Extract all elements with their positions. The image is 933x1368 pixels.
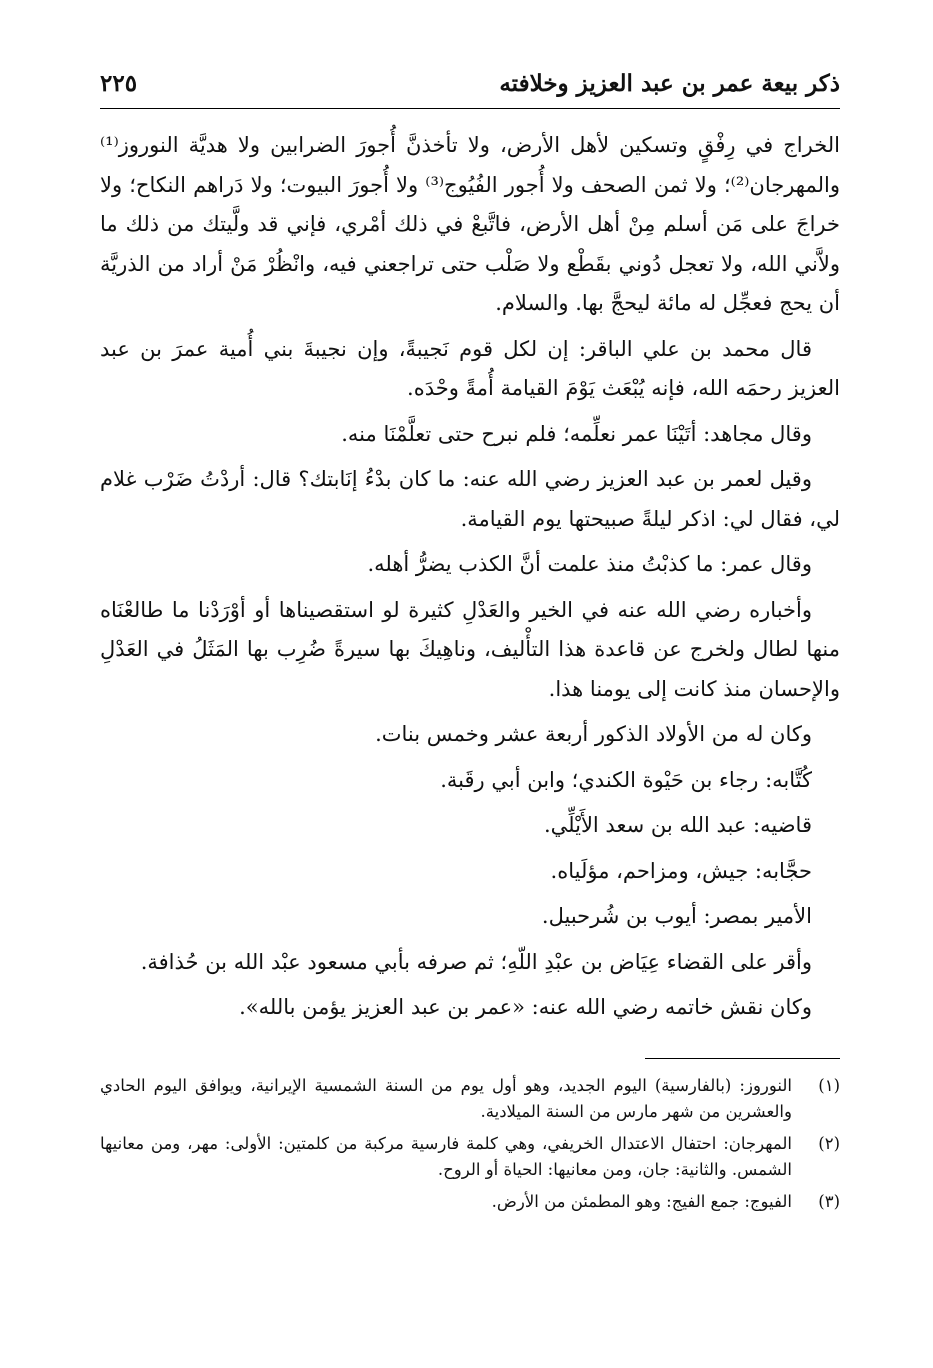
paragraph: وأخباره رضي الله عنه في الخير والعَدْلِ كثيرة لو استقصيناها أو أوْرَدْنا ما طالعْنَاه منها لطال ولخرج عن قاعدة هذا التأْليف، وناهِيكَ بها سيرةً ضُرِب بها المَثَلُ في العَدْلِ والإحسان منذ كانت إلى يومنا هذا.	[100, 597, 840, 701]
paragraph: الأمير بمصر: أيوب بن شُرحبيل.	[541, 904, 812, 928]
paragraph: قال محمد بن علي الباقر: إن لكل قوم نَجيبةً، وإن نجيبةَ بني أُمية عمرَ بن عبد العزيز رحمَه الله، فإنه يُبْعَث يَوْمَ القيامة أُمةً وحْدَه.	[100, 336, 840, 400]
paragraph: وقال عمر: ما كذبْتُ منذ علمت أنَّ الكذب يضرُّ أهله.	[367, 552, 812, 576]
paragraph: وكان له من الأولاد الذكور أربعة عشر وخمس بنات.	[375, 722, 812, 746]
paragraph: وقيل لعمر بن عبد العزيز رضي الله عنه: ما كان بدْءُ إنَابتك؟ قال: أردْتُ ضَرْب غلام لي، فقال لي: اذكر ليلةً صبيحتها يوم القيامة.	[100, 467, 840, 531]
chapter-title: ذكر بيعة عمر بن عبد العزيز وخلافته	[499, 70, 840, 97]
footnote-number: (٣)	[818, 1191, 840, 1211]
footnote-number: (١)	[818, 1075, 840, 1095]
footnote-text: النوروز: (بالفارسية) اليوم الجديد، وهو أول يوم من السنة الشمسية الإيرانية، ويوافق اليوم الحادي والعشرين من شهر مارس من السنة الميلادية.	[100, 1075, 792, 1121]
paragraph: حجَّابه: جيش، ومزاحم، مؤلَياه.	[550, 858, 812, 883]
paragraph: الخراج في رِفْقٍ وتسكين لأهل الأرض، ولا تأخذنَّ أُجورَ الضرابين ولا هديَّة النوروز⁽¹⁾ والمهرجان⁽²⁾؛ ولا ثمن الصحف ولا أُجور الفُيُوج⁽³⁾ ولا أُجورَ البيوت؛ ولا دَراهم النكاح؛ ولا خراجَ على مَن أسلم مِنْ أهل الأرض، فاتَّبعْ في ذلك أمْري، فإني قد ولَّيتك من ذلك ما ولاَّني الله، ولا تعجل دُوني بقَطْع ولا صَلْب حتى تراجعني فيه، وانْظُرْ مَنْ أراد من الذريَّة أن يحج فعجِّل له مائة ليحجَّ بها. والسلام.	[100, 133, 841, 315]
footnote-separator	[645, 1058, 840, 1059]
paragraph: وأقر على القضاء عِيَاض بن عبْدِ اللّهِ؛ ثم صرفه بأبي مسعود عبْد الله بن حُذافة.	[140, 949, 812, 974]
paragraph: كُتَّابه: رجاء بن حَيْوة الكندي؛ وابن أبي رقَبة.	[440, 767, 812, 792]
footnote	[100, 1073, 840, 1125]
paragraph: قاضيه: عبد الله بن سعد الأَيْلِّي.	[543, 813, 812, 837]
header-rule	[100, 108, 840, 109]
page-number: ٢٢٥	[100, 70, 138, 97]
book-page	[100, 70, 840, 1221]
paragraph: وقال مجاهد: أتَيْنَا عمر نعلِّمه؛ فلم نبرح حتى تعلَّمْنَا منه.	[341, 421, 812, 446]
footnote-text: الفيوج: جمع الفيج: وهو المطمئن من الأرض.	[491, 1191, 792, 1211]
footnote-number: (٢)	[818, 1133, 840, 1153]
footnote	[100, 1131, 840, 1183]
running-header	[100, 70, 840, 110]
footnote	[100, 1189, 840, 1215]
footnote-text: المهرجان: احتفال الاعتدال الخريفي، وهي كلمة فارسية مركبة من كلمتين: الأولى: مهر، ومن معانيها الشمس. والثانية: جان، ومن معانيها: الحياة أو الروح.	[100, 1133, 792, 1179]
footnotes	[100, 1073, 840, 1215]
main-text	[100, 126, 840, 1028]
paragraph: وكان نقش خاتمه رضي الله عنه: «عمر بن عبد العزيز يؤمن بالله».	[239, 995, 812, 1019]
